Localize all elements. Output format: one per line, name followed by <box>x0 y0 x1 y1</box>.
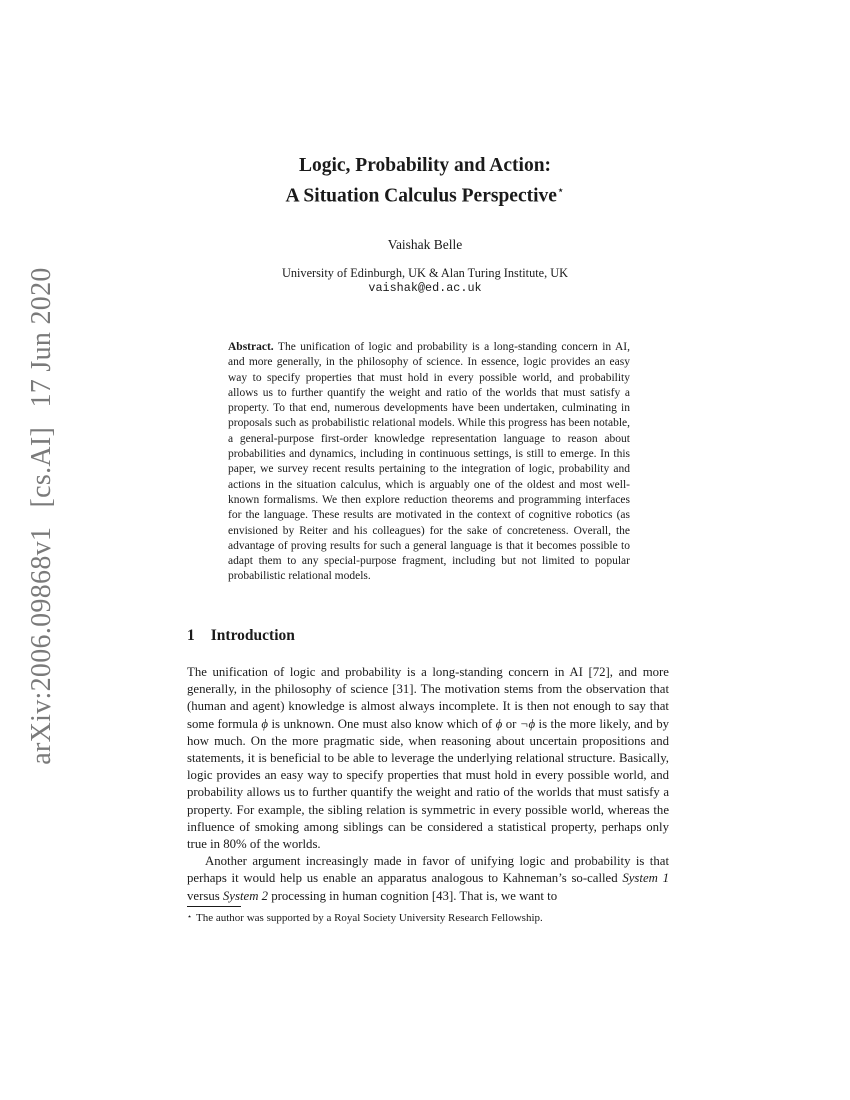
paper-title <box>0 153 850 209</box>
arxiv-id: arXiv:2006.09868v1 <box>26 526 57 765</box>
section-number: 1 <box>187 627 195 644</box>
p2-text-c: processing in human cognition [43]. That is, we want to <box>268 888 558 903</box>
abstract-text: The unification of logic and probability is a long-standing concern in AI, and more generally, in the philosophy of science. In essence, logic provides an easy way to specify properties that must hold in every possible world, and probability allows us to further quantify the weight and ratio of the worlds that must satisfy a property. To that end, numerous developments have been undertaken, culminating in proposals such as probabilistic relational models. While this progress has been notable, a general-purpose first-order knowledge representation language to reason about probabilities and dynamics, including in continuous settings, is still to emerge. In this paper, we survey recent results pertaining to the integration of logic, probability and actions in the situation calculus, which is arguably one of the oldest and most well-known formalisms. We then explore reduction theorems and programming interfaces for the language. These results are motivated in the context of cognitive robotics (as envisioned by Reiter and his colleagues) for the sake of concreteness. Overall, the advantage of proving results for such a general language is that it becomes possible to adapt them to any special-purpose fragment, including but not limited to popular probabilistic relational models. <box>228 341 630 583</box>
p2-system-1: System 1 <box>622 871 669 886</box>
title-footnote-mark: ⋆ <box>556 183 565 197</box>
p2-text-b: versus <box>187 888 223 903</box>
section-heading <box>187 627 295 645</box>
paragraph-2 <box>187 853 669 905</box>
author-name: Vaishak Belle <box>387 237 463 252</box>
abstract-label: Abstract. <box>228 341 274 353</box>
footnote-text: The author was supported by a Royal Society University Research Fellowship. <box>196 912 543 924</box>
section-body <box>187 664 669 905</box>
footnote <box>187 910 669 925</box>
p1-phi-2: ϕ <box>495 716 503 731</box>
section-title: Introduction <box>210 627 295 644</box>
p1-text-c: or <box>502 716 520 731</box>
p1-text-d: is the more likely, and by how much. On the more pragmatic side, when reasoning about uncertain propositions and statements, it is beneficial to be able to leverage the underlying relational structure. Basically, logic provides an easy way to specify properties that must hold in every possible world, and probability allows us to further quantify the weight and ratio of the worlds that must satisfy a property. For example, the sibling relation is symmetric in every possible world, whereas the influence of smoking among siblings can be considered a statistical property, perhaps only true in 80% of the worlds. <box>187 716 670 852</box>
paragraph-1 <box>187 664 669 853</box>
p2-text-a: Another argument increasingly made in favor of unifying logic and probability is that perhaps it would help us enable an apparatus analogous to Kahneman’s so-called <box>187 854 669 886</box>
title-line-1: Logic, Probability and Action: <box>298 155 552 176</box>
title-line-2 <box>0 178 850 209</box>
p1-text-b: is unknown. One must also know which of <box>268 716 496 731</box>
affiliation-block <box>0 266 850 296</box>
footnote-rule <box>187 906 241 907</box>
arxiv-category: [cs.AI] <box>26 426 57 508</box>
p2-system-2: System 2 <box>222 888 269 903</box>
title-line-2-text: A Situation Calculus Perspective <box>285 185 557 207</box>
p1-neg-phi: ¬ϕ <box>519 716 536 731</box>
arxiv-date: 17 Jun 2020 <box>26 267 57 408</box>
affiliation: University of Edinburgh, UK & Alan Turing Institute, UK <box>281 266 569 280</box>
author-email: vaishak@ed.ac.uk <box>368 281 482 295</box>
p1-text-a: The unification of logic and probability is a long-standing concern in AI [72], and more generally, in the philosophy of science [31]. The motivation stems from the observation that (human and agent) knowledge is almost always incomplete. It is then not enough to say that some formula <box>187 665 669 731</box>
p1-phi: ϕ <box>261 716 269 731</box>
footnote-mark: ⋆ <box>187 912 193 921</box>
abstract <box>228 340 630 585</box>
arxiv-side-stamp <box>26 255 58 764</box>
